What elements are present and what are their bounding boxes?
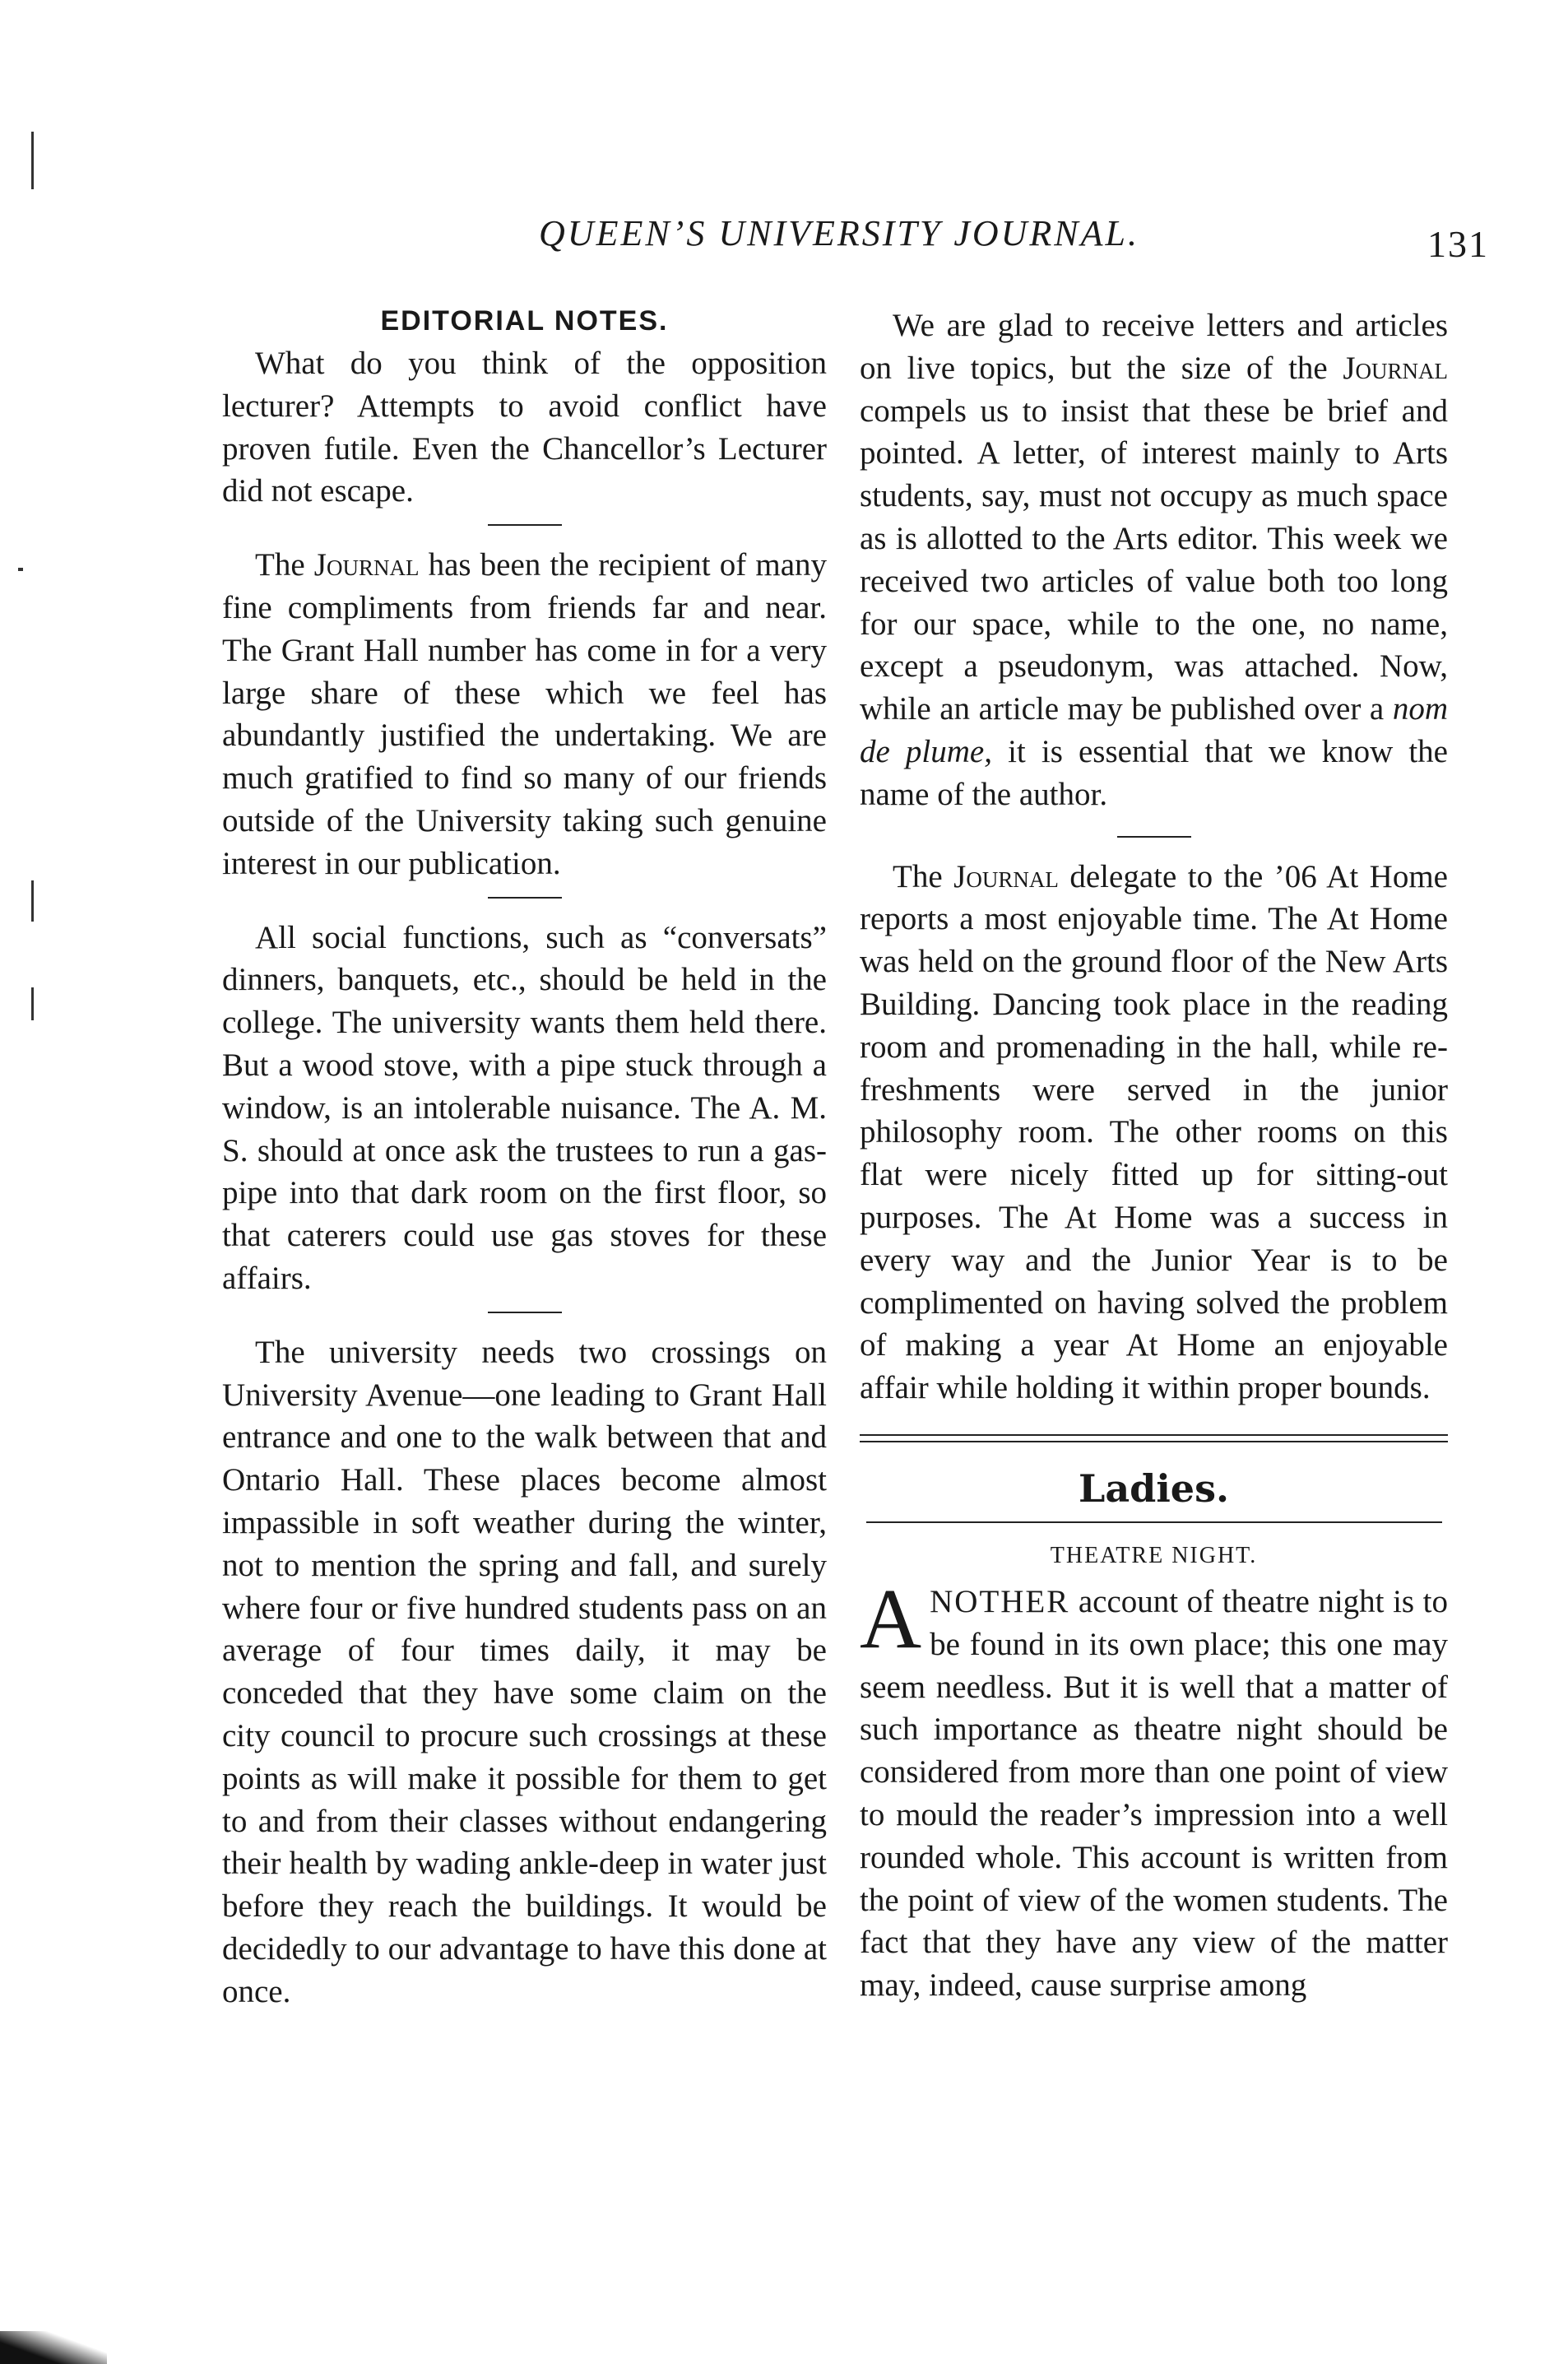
paragraph-divider — [488, 897, 562, 899]
italic-phrase: nom de plume, — [860, 691, 1448, 769]
journal-name: Journal — [313, 547, 420, 583]
scan-margin-mark — [18, 568, 23, 571]
article-title: THEATRE NIGHT. — [1050, 1542, 1258, 1568]
lead-word: NOTHER — [930, 1583, 1070, 1619]
scan-margin-mark — [31, 987, 34, 1020]
editorial-paragraph: All social functions, such as “conversats” dinners, banquets, etc., should be held in the college. The university wants them held there. But a wood stove, with a pipe stuck through a window, is an intolerable nuisance. The A. M. S. should at once ask the trustees to run a gas-pipe into that dark room on the first floor, so that caterers could use gas stoves for these affairs. — [222, 919, 827, 1296]
left-column — [222, 296, 827, 2013]
paragraph-divider — [1117, 836, 1191, 838]
section-double-rule — [860, 1434, 1448, 1442]
paragraph-divider — [488, 524, 562, 526]
text-run: We are glad to receive letters and articles on live topics, but the size of the — [860, 308, 1448, 386]
page-number: 131 — [1427, 223, 1489, 265]
drop-cap: A — [860, 1571, 922, 1666]
right-column — [860, 304, 1448, 2007]
scan-margin-mark — [31, 880, 34, 922]
department-title: Ladies. — [1079, 1465, 1229, 1511]
article-paragraph — [860, 1571, 1448, 2007]
text-run: The — [893, 858, 954, 894]
text-run: compels us to insist that these be brief and pointed. A letter, of interest mainly to Arts students, say, must not occupy as much space as is allotted to the Arts editor. This week we received two articles of value both too long for our space, while to the one, no name, except a pseudonym, was attached. Now, while an article may be published over a — [860, 392, 1448, 727]
paragraph-divider — [488, 1312, 562, 1313]
editorial-paragraph — [860, 856, 1448, 1410]
text-run: account of theatre night is to be found in its own place; this one may seem needless. But it is well that a matter of such importance as theatre night should be considered from more than one point of view to mould the reader’s impression into a well rounded whole. This account is written from the point of view of the women students. The fact that they have any view of the matter may, indeed, cause surprise among — [860, 1583, 1448, 2004]
scan-corner-shadow — [0, 2331, 107, 2364]
editorial-paragraph — [860, 304, 1448, 816]
editorial-paragraph: The university needs two crossings on University Avenue—one leading to Grant Hall entrance and one to the walk between that and Ontario Hall. These places become almost impassible in soft weather during the winter, not to mention the spring and fall, and surely where four or five hundred students pass on an average of four times daily, it may be conceded that they have some claim on the city council to procure such crossings at these points as will make it possible for them to get to and from their classes without endangering their health by wading ankle-deep in water just before they reach the buildings. It would be decidedly to our advantage to have this done at once. — [222, 1334, 827, 2009]
journal-name: Journal — [953, 858, 1059, 894]
editorial-paragraph — [222, 544, 827, 885]
department-rule — [866, 1521, 1442, 1523]
scan-margin-mark — [31, 132, 34, 189]
text-run: The — [255, 547, 314, 583]
text-run: it is essential that we know the name of the author. — [860, 733, 1448, 812]
journal-name: Journal — [1343, 350, 1448, 386]
running-title: QUEEN’S UNIVERSITY JOURNAL. — [539, 213, 1139, 253]
section-title: EDITORIAL NOTES. — [380, 305, 669, 337]
text-run: delegate to the ’06 At Home reports a most enjoyable time. The At Home was held on the ground floor of the New Arts Building. Dancing took place in the reading room and promenading in the hall, while refreshments were served in the junior philosophy room. The other rooms on this flat were nicely fitted up for sitting-out purposes. The At Home was a success in every way and the Junior Year is to be complimented on having solved the problem of making a year At Home an enjoyable affair while holding it within proper bounds. — [860, 858, 1448, 1406]
editorial-paragraph: What do you think of the opposition lecturer? Attempts to avoid conflict have proven futile. Even the Chancellor’s Lecturer did not escape. — [222, 346, 827, 509]
text-run: has been the recipient of many fine compliments from friends far and near. The Grant Hall number has come in for a very large share of these which we feel has abundantly justified the undertaking. We are much gratified to find so many of our friends outside of the University taking such genuine interest in our publication. — [222, 547, 827, 881]
